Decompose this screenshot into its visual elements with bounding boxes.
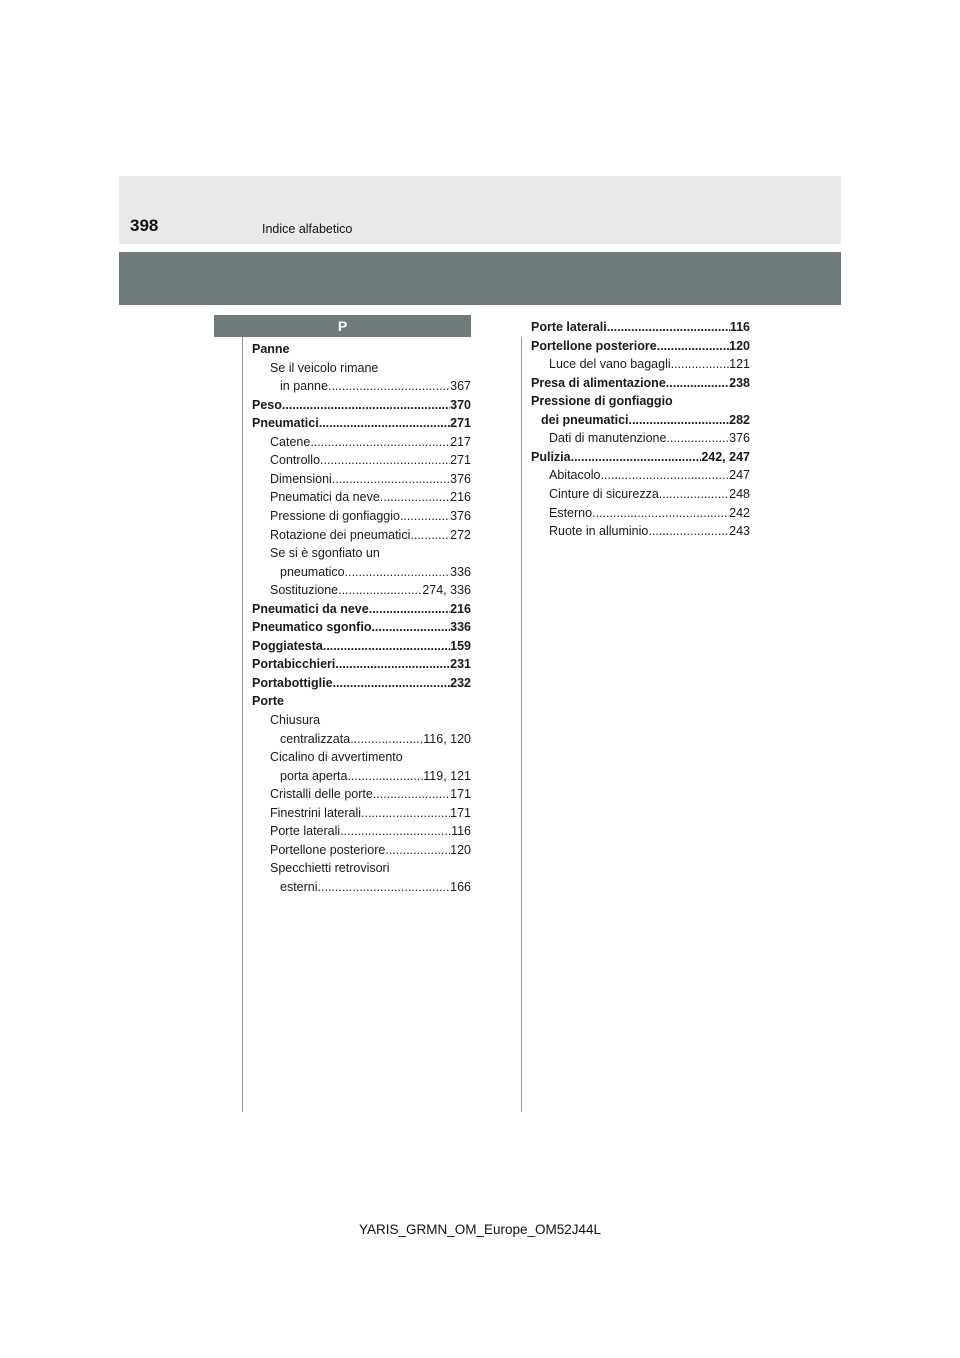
dot-leader: [340, 822, 451, 840]
index-entry: [531, 504, 750, 522]
index-entry: [252, 767, 471, 785]
entry-page-ref: 272: [450, 527, 471, 542]
entry-page-ref: 336: [450, 564, 471, 579]
dot-leader: [380, 488, 450, 506]
dot-leader: [323, 637, 450, 655]
dot-leader: [345, 563, 451, 581]
entry-page-ref: 171: [450, 805, 471, 820]
dot-leader: [400, 507, 450, 525]
dot-leader: [592, 504, 729, 522]
entry-page-ref: 282: [729, 412, 750, 427]
dot-leader: [361, 804, 450, 822]
entry-page-ref: 243: [729, 524, 750, 539]
index-entry: [252, 618, 471, 636]
dot-leader: [600, 466, 729, 484]
page-number: 398: [130, 216, 159, 235]
entry-label: Pressione di gonfiaggio: [531, 394, 673, 409]
entry-page-ref: 159: [450, 638, 471, 653]
entry-label: Finestrini laterali: [270, 805, 362, 820]
dot-leader: [350, 730, 423, 748]
entry-label: Porte: [252, 694, 284, 709]
entry-label: Pneumatici da neve: [270, 490, 380, 505]
entry-page-ref: 376: [450, 508, 471, 523]
dot-leader: [666, 429, 729, 447]
entry-page-ref: 171: [450, 787, 471, 802]
header-title: Indice alfabetico: [262, 222, 353, 236]
index-entry: [252, 470, 471, 488]
dot-leader: [648, 522, 729, 540]
entry-label: Esterno: [549, 505, 593, 520]
entry-label: Portellone posteriore: [270, 842, 386, 857]
index-entry: [252, 359, 471, 377]
dot-leader: [371, 618, 450, 636]
entry-page-ref: 119, 121: [423, 768, 471, 783]
entry-page-ref: 242: [729, 505, 750, 520]
entry-label: Portabottiglie: [252, 675, 333, 690]
header-band: [119, 176, 841, 244]
entry-page-ref: 370: [450, 397, 471, 412]
entry-page-ref: 247: [729, 468, 750, 483]
entry-page-ref: 271: [450, 416, 471, 431]
entry-label: dei pneumatici: [541, 412, 629, 427]
entry-label: Se si è sgonfiato un: [270, 546, 380, 561]
index-entry: [252, 581, 471, 599]
entry-page-ref: 121: [729, 357, 750, 372]
index-entry: [531, 466, 750, 484]
left-column-rule: [242, 337, 243, 1112]
index-entry: [252, 563, 471, 581]
entry-label: Dati di manutenzione: [549, 431, 667, 446]
entry-label: Ruote in alluminio: [549, 524, 649, 539]
entry-label: Portabicchieri: [252, 657, 336, 672]
entry-label: Peso: [252, 397, 282, 412]
entry-page-ref: 376: [729, 431, 750, 446]
entry-label: Luce del vano bagagli: [549, 357, 671, 372]
dot-leader: [318, 878, 451, 896]
dot-leader: [310, 433, 450, 451]
entry-page-ref: 116: [729, 320, 750, 334]
dot-leader: [320, 451, 450, 469]
entry-label: esterni: [280, 879, 318, 894]
entry-label: centralizzata: [280, 731, 351, 746]
dot-leader: [607, 318, 730, 336]
entry-label: Pneumatico sgonfio: [252, 620, 372, 635]
index-entry: [252, 748, 471, 766]
entry-page-ref: 216: [450, 490, 471, 505]
index-entry: [252, 488, 471, 506]
index-entry: [531, 392, 750, 410]
dot-leader: [328, 377, 450, 395]
entry-label: Rotazione dei pneumatici: [270, 527, 411, 542]
index-entry: [531, 448, 750, 466]
entry-page-ref: 242, 247: [701, 449, 750, 464]
entry-label: Pressione di gonfiaggio: [270, 508, 400, 523]
entry-page-ref: 336: [450, 620, 471, 635]
index-entry: [252, 526, 471, 544]
index-entry: [252, 674, 471, 692]
entry-label: Porte laterali: [270, 824, 341, 839]
header-dark-band: [119, 252, 841, 305]
dot-leader: [338, 581, 422, 599]
entry-page-ref: 248: [729, 486, 750, 501]
right-column-rule: [521, 337, 522, 1112]
entry-label: pneumatico: [280, 564, 345, 579]
entry-label: Cicalino di avvertimento: [270, 750, 403, 765]
entry-label: Cristalli delle porte: [270, 787, 373, 802]
dot-leader: [659, 485, 729, 503]
entry-page-ref: 216: [450, 601, 471, 616]
entry-label: Poggiatesta: [252, 638, 323, 653]
dot-leader: [347, 767, 423, 785]
index-entry: [252, 711, 471, 729]
entry-label: porta aperta: [280, 768, 348, 783]
entry-page-ref: 166: [450, 879, 471, 894]
entry-label: Portellone posteriore: [531, 338, 657, 353]
entry-page-ref: 120: [450, 842, 471, 857]
entry-page-ref: 231: [450, 657, 471, 672]
entry-page-ref: 116: [451, 824, 471, 839]
index-entry: [252, 637, 471, 655]
entry-label: Sostituzione: [270, 583, 339, 598]
index-entry: [531, 485, 750, 503]
entry-label: Pulizia: [531, 449, 571, 464]
index-entry: [252, 841, 471, 859]
index-entry: [252, 414, 471, 432]
index-entry: [531, 522, 750, 540]
index-entry: [531, 355, 750, 373]
entry-label: Porte laterali: [531, 320, 607, 334]
index-entry: [252, 730, 471, 748]
entry-label: Cinture di sicurezza: [549, 486, 659, 501]
index-entry: [252, 544, 471, 562]
index-entry: [252, 804, 471, 822]
index-entry: [531, 429, 750, 447]
entry-label: in panne: [280, 379, 328, 394]
dot-leader: [373, 785, 450, 803]
index-entry: [252, 433, 471, 451]
entry-label: Dimensioni: [270, 471, 332, 486]
index-entry: [531, 318, 750, 336]
index-entry: [252, 692, 471, 710]
entry-label: Specchietti retrovisori: [270, 861, 390, 876]
index-entry: [252, 859, 471, 877]
entry-label: Presa di alimentazione: [531, 375, 666, 390]
dot-leader: [629, 411, 730, 429]
entry-page-ref: 274, 336: [422, 583, 471, 598]
dot-leader: [319, 414, 450, 432]
index-entry: [252, 822, 471, 840]
dot-leader: [410, 526, 450, 544]
entry-page-ref: 271: [450, 453, 471, 468]
index-entry: [252, 340, 471, 358]
entry-page-ref: 116, 120: [423, 731, 471, 746]
entry-page-ref: 238: [729, 375, 750, 390]
section-letter: P: [214, 315, 471, 337]
entry-page-ref: 120: [729, 338, 750, 353]
entry-label: Panne: [252, 342, 290, 356]
index-entry: [252, 507, 471, 525]
dot-leader: [571, 448, 702, 466]
dot-leader: [333, 674, 451, 692]
entry-page-ref: 367: [450, 379, 471, 394]
dot-leader: [369, 600, 450, 618]
index-entry: [531, 411, 750, 429]
entry-page-ref: 217: [450, 434, 471, 449]
index-entry: [252, 451, 471, 469]
dot-leader: [657, 337, 729, 355]
dot-leader: [385, 841, 450, 859]
entry-label: Se il veicolo rimane: [270, 360, 379, 375]
dot-leader: [671, 355, 730, 373]
dot-leader: [666, 374, 729, 392]
index-entry: [252, 377, 471, 395]
entry-page-ref: 232: [450, 675, 471, 690]
entry-label: Controllo: [270, 453, 321, 468]
dot-leader: [332, 470, 450, 488]
index-entry: [252, 655, 471, 673]
footer-code: YARIS_GRMN_OM_Europe_OM52J44L: [358, 1222, 602, 1237]
entry-label: Catene: [270, 434, 311, 449]
dot-leader: [335, 655, 450, 673]
index-entry: [252, 396, 471, 414]
index-entry: [531, 337, 750, 355]
entry-label: Pneumatici da neve: [252, 601, 369, 616]
index-entry: [252, 785, 471, 803]
entry-label: Abitacolo: [549, 468, 601, 483]
index-entry: [252, 878, 471, 896]
entry-label: Chiusura: [270, 713, 321, 727]
entry-page-ref: 376: [450, 471, 471, 486]
index-entry: [531, 374, 750, 392]
dot-leader: [282, 396, 450, 414]
entry-label: Pneumatici: [252, 416, 319, 431]
index-entry: [252, 600, 471, 618]
